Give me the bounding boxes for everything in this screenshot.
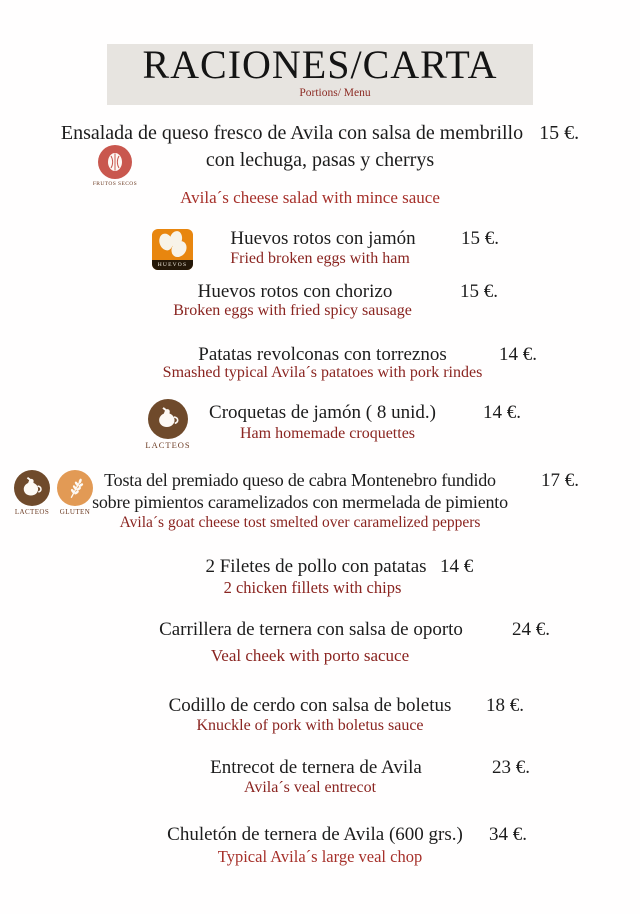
eggs-icon-label: HUEVOS <box>152 260 193 270</box>
item-name-line2: con lechuga, pasas y cherrys <box>205 149 435 171</box>
item-price: 14 €. <box>499 344 537 365</box>
nuts-icon <box>98 145 132 179</box>
item-english: Broken eggs with fried spicy sausage <box>173 302 412 319</box>
allergen-label: FRUTOS SECOS <box>92 181 138 187</box>
menu-item-croquetas <box>0 402 640 424</box>
item-name: Chuletón de ternera de Avila (600 grs.) <box>167 824 463 845</box>
item-name: Huevos rotos con chorizo <box>197 281 393 302</box>
item-english: Fried broken eggs with ham <box>230 250 410 267</box>
item-name: Patatas revolconas con torreznos <box>198 344 447 365</box>
item-price: 24 €. <box>512 619 550 640</box>
menu-item-patatas <box>0 344 640 366</box>
page-subtitle: Portions/ Menu <box>299 87 371 99</box>
item-english: Ham homemade croquettes <box>239 425 416 442</box>
item-name: 2 Filetes de pollo con patatas <box>205 556 427 577</box>
menu-item-huevos-jamon <box>0 228 640 250</box>
item-english: Avila´s veal entrecot <box>243 779 377 796</box>
item-price: 15 €. <box>461 228 499 249</box>
frutos-secos-allergen <box>83 145 147 187</box>
item-english: 2 chicken fillets with chips <box>223 578 402 597</box>
item-price: 17 €. <box>541 470 579 491</box>
item-price: 18 €. <box>486 695 524 716</box>
menu-item-filetes <box>0 556 640 578</box>
item-price: 15 €. <box>460 281 498 302</box>
item-price: 34 €. <box>489 824 527 845</box>
allergen-label: LACTEOS <box>145 440 191 450</box>
allergen-label: LACTEOS <box>14 508 50 516</box>
item-english: Typical Avila´s large veal chop <box>217 847 423 866</box>
item-name: Tosta del premiado queso de cabra Montenebro fundido <box>104 470 496 490</box>
item-price: 14 €. <box>483 402 521 423</box>
menu-item-chuleton <box>0 824 640 846</box>
item-name: Croquetas de jamón ( 8 unid.) <box>209 402 436 423</box>
item-english: Smashed typical Avila´s patatoes with pork rindes <box>162 364 483 381</box>
item-english: Avila´s cheese salad with mince sauce <box>180 188 440 207</box>
menu-item-huevos-chorizo <box>0 281 640 303</box>
item-name-line2: sobre pimientos caramelizados con mermelada de pimiento <box>92 492 508 512</box>
item-english: Avila´s goat cheese tost smelted over caramelized peppers <box>119 514 481 531</box>
menu-item-codillo <box>0 695 640 717</box>
item-english: Knuckle of pork with boletus sauce <box>196 717 424 734</box>
item-price: 23 €. <box>492 757 530 778</box>
item-price: 15 €. <box>539 122 580 144</box>
item-name: Huevos rotos con jamón <box>230 228 416 249</box>
menu-item-carrillera <box>0 619 640 641</box>
allergen-label: GLUTEN <box>59 508 91 516</box>
menu-item-tosta-line2 <box>0 492 640 513</box>
menu-header <box>107 44 533 105</box>
menu-item-tosta <box>0 470 640 491</box>
page-title: RACIONES/CARTA <box>142 42 498 87</box>
item-name: Carrillera de ternera con salsa de oporto <box>159 619 463 640</box>
item-name: Entrecot de ternera de Avila <box>210 757 422 778</box>
item-name: Codillo de cerdo con salsa de boletus <box>168 695 452 716</box>
menu-item-ensalada <box>0 122 640 145</box>
item-english: Veal cheek with porto sacuce <box>210 646 410 665</box>
item-name: Ensalada de queso fresco de Avila con salsa de membrillo 15 €. <box>60 122 580 144</box>
menu-item-entrecot <box>0 757 640 779</box>
item-price: 14 € <box>440 556 474 577</box>
